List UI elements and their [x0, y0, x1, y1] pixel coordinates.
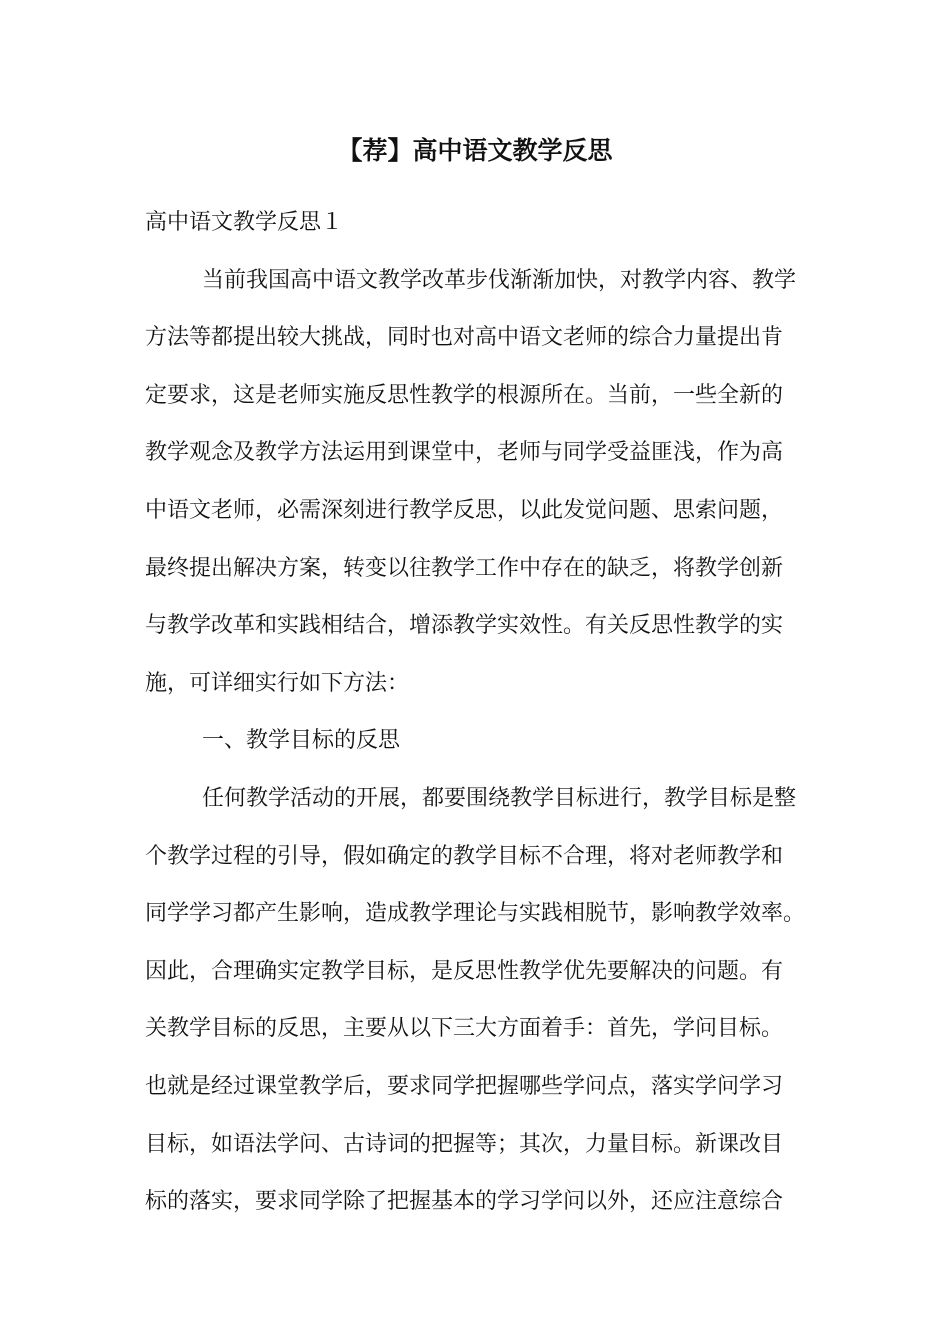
paragraph-line: 目标，如语法学问、古诗词的把握等；其次，力量目标。新课改目 [145, 1131, 784, 1157]
paragraph-line: 因此，合理确实定教学目标，是反思性教学优先要解决的问题。有 [145, 958, 784, 984]
document-title: 【荐】高中语文教学反思 [337, 136, 613, 165]
paragraph-line: 也就是经过课堂教学后，要求同学把握哪些学问点，落实学问学习 [145, 1073, 784, 1099]
section-heading: 高中语文教学反思１ [145, 210, 344, 235]
paragraph-line: 当前我国高中语文教学改革步伐渐渐加快，对教学内容、教学 [202, 267, 797, 293]
paragraph-1 [145, 263, 805, 724]
paragraph-line: 教学观念及教学方法运用到课堂中，老师与同学受益匪浅，作为高 [145, 440, 784, 466]
paragraph-line: 与教学改革和实践相结合，增添教学实效性。有关反思性教学的实 [145, 613, 784, 639]
subheading-teaching-goals [145, 723, 805, 781]
paragraph-line: 个教学过程的引导，假如确定的教学目标不合理，将对老师教学和 [145, 843, 784, 869]
paragraph-2 [145, 781, 805, 1242]
paragraph-line: 同学学习都产生影响，造成教学理论与实践相脱节，影响教学效率。 [145, 901, 806, 927]
subheading-line: 一、教学目标的反思 [202, 728, 401, 754]
paragraph-line: 中语文老师，必需深刻进行教学反思，以此发觉问题、思索问题， [145, 497, 784, 523]
paragraph-line: 施，可详细实行如下方法： [145, 670, 410, 696]
paragraph-line: 最终提出解决方案，转变以往教学工作中存在的缺乏，将教学创新 [145, 555, 784, 581]
paragraph-line: 方法等都提出较大挑战，同时也对高中语文老师的综合力量提出肯 [145, 325, 784, 351]
paragraph-line: 关教学目标的反思，主要从以下三大方面着手：首先，学问目标。 [145, 1016, 784, 1042]
paragraph-line: 标的落实，要求同学除了把握基本的学习学问以外，还应注意综合 [145, 1189, 784, 1215]
document-body [145, 205, 805, 1242]
paragraph-line: 定要求，这是老师实施反思性教学的根源所在。当前，一些全新的 [145, 382, 784, 408]
paragraph-line: 任何教学活动的开展，都要围绕教学目标进行，教学目标是整 [202, 785, 797, 811]
